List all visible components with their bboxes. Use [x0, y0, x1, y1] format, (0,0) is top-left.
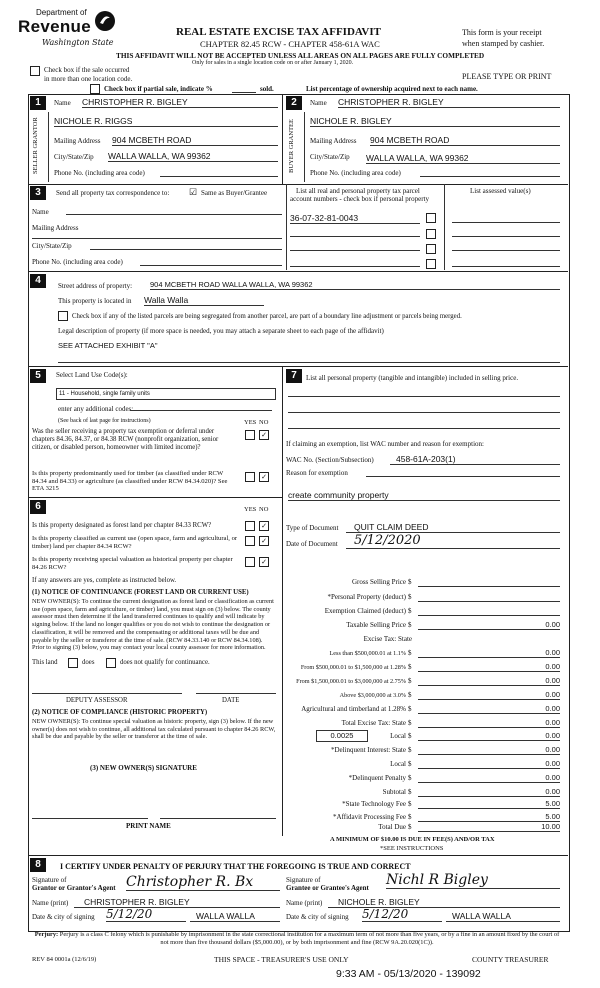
this-land-label: This land	[32, 659, 58, 666]
receipt-note-1: This form is your receipt	[462, 28, 542, 37]
parcel-1-personal-checkbox[interactable]	[426, 213, 436, 223]
send-correspondence-label: Send all property tax correspondence to:	[56, 189, 170, 197]
grantee-sig-label-1: Signature of	[286, 876, 321, 884]
same-as-buyer-checkbox[interactable]: ☑	[189, 187, 198, 197]
form-note: Only for sales in a single location code on or after January 1, 2020.	[192, 60, 354, 66]
print-name-label: PRINT NAME	[126, 822, 171, 830]
grantor-sign-date[interactable]: 5/12/20	[106, 907, 186, 922]
wac-number[interactable]: 458-61A-203(1)	[390, 454, 560, 465]
ownership-pct-note: List percentage of ownership acquired next to each name.	[306, 85, 478, 93]
dollar-sign: $	[408, 746, 412, 754]
tier-3-label: From $1,500,000.01 to $3,000,000 at 2.75%	[296, 678, 406, 685]
dollar-sign: $	[408, 823, 412, 831]
ag-timber-value[interactable]: 0.00	[418, 704, 560, 714]
tier-3-value[interactable]: 0.00	[418, 676, 560, 686]
treasurer-use-label: THIS SPACE - TREASURER'S USE ONLY	[214, 955, 349, 964]
doc-type-label: Type of Document	[286, 524, 339, 532]
dollar-sign: $	[408, 732, 412, 740]
taxable-price-value[interactable]: 0.00	[418, 620, 560, 630]
timber-no-checkbox[interactable]: ✓	[259, 472, 269, 482]
processing-fee-label: *Affidavit Processing Fee	[333, 813, 406, 821]
s3-city-label: City/State/Zip	[32, 242, 72, 250]
parcel-4-personal-checkbox[interactable]	[426, 259, 436, 269]
dollar-sign: $	[408, 774, 412, 782]
street-address-label: Street address of property:	[58, 282, 133, 290]
assessed-value-3[interactable]	[452, 250, 560, 251]
parcel-header-2: account numbers - check box if personal property	[290, 195, 429, 203]
forest-land-question: Is this property designated as forest land per chapter 84.33 RCW?	[32, 522, 212, 529]
seller-mail-label: Mailing Address	[54, 137, 101, 145]
seller-mail[interactable]: 904 MCBETH ROAD	[112, 135, 278, 146]
local-rate-box: 0.0025	[316, 730, 368, 742]
dollar-sign: $	[408, 691, 412, 699]
dor-logo	[14, 8, 124, 50]
s5-yes-header: YES	[244, 419, 257, 426]
personal-deduct-label: *Personal Property (deduct)	[327, 593, 406, 601]
s6-yes-header: YES	[244, 506, 257, 513]
grantee-print-name[interactable]: NICHOLE R. BIGLEY	[328, 897, 560, 908]
dollar-sign: $	[408, 705, 412, 713]
seller-side-label: SELLER GRANTOR	[32, 117, 39, 175]
seller-phone[interactable]	[160, 176, 278, 177]
personal-deduct-field[interactable]	[418, 601, 560, 602]
delinquent-local-value[interactable]: 0.00	[418, 759, 560, 769]
s3-name-label: Name	[32, 208, 49, 216]
doc-date-label: Date of Document	[286, 540, 338, 548]
buyer-name-2[interactable]: NICHOLE R. BIGLEY	[310, 116, 560, 127]
grantee-name-print-label: Name (print)	[286, 899, 323, 907]
notice-2-body: NEW OWNER(S): To continue special valuation as historic property, sign (3) below. If the new owner(s) does not wish to continue, all additional tax calculated pursuant to chapter 84.26 RCW, shall be due and payable by the seller or transferor at the time of sale.	[32, 718, 276, 741]
personal-property-line-2[interactable]	[288, 412, 560, 413]
reason-line-1[interactable]	[366, 476, 560, 477]
exemption-no-checkbox[interactable]: ✓	[259, 430, 269, 440]
section-6-divider	[28, 497, 282, 498]
s3-name-field[interactable]	[66, 214, 282, 215]
dollar-sign: $	[408, 578, 412, 586]
see-instructions-note: *SEE INSTRUCTIONS	[380, 845, 444, 852]
land-use-label: Select Land Use Code(s):	[56, 371, 128, 379]
does-not-label: does not qualify for continuance.	[120, 659, 210, 666]
certify-statement: I CERTIFY UNDER PENALTY OF PERJURY THAT THE FOREGOING IS TRUE AND CORRECT	[60, 862, 411, 871]
seller-side-rule	[48, 112, 49, 182]
total-due-label: Total Due	[378, 823, 406, 831]
doc-type[interactable]: QUIT CLAIM DEED	[346, 522, 560, 533]
same-as-buyer-label: Same as Buyer/Grantee	[201, 189, 268, 197]
receipt-note-2: when stamped by cashier.	[462, 39, 545, 48]
partial-sale-pct-field[interactable]	[232, 92, 256, 93]
logo-dept-name: Revenue	[18, 17, 91, 36]
notice-2-title: (2) NOTICE OF COMPLIANCE (HISTORIC PROPERTY)	[32, 709, 208, 716]
multi-location-checkbox[interactable]	[30, 66, 40, 76]
buyer-name-label: Name	[310, 99, 327, 107]
logo-state: Washington State	[42, 38, 114, 47]
deputy-assessor-date-line[interactable]	[196, 693, 276, 694]
personal-property-line-3[interactable]	[288, 428, 560, 429]
s3-phone-field[interactable]	[140, 265, 282, 266]
section-5-7-divider	[282, 366, 283, 836]
form-warning: THIS AFFIDAVIT WILL NOT BE ACCEPTED UNLESS ALL AREAS ON ALL PAGES ARE FULLY COMPLETED	[116, 51, 485, 60]
buyer-name-1[interactable]: CHRISTOPHER R. BIGLEY	[338, 97, 560, 108]
current-use-question: Is this property classified as current use (open space, farm and agricultural, or timber) land per chapter 84.34 RCW?	[32, 535, 238, 550]
exemption-claim-label: If claiming an exemption, list WAC number and reason for exemption:	[286, 440, 484, 448]
section-4-divider	[28, 271, 568, 272]
deputy-date-label: DATE	[222, 697, 240, 704]
parcel-header-1: List all real and personal property tax parcel	[296, 187, 420, 195]
see-back-note: (See back of last page for instructions)	[58, 418, 151, 424]
partial-sale-checkbox[interactable]	[90, 84, 100, 94]
subtotal-value[interactable]: 0.00	[418, 787, 560, 797]
grantor-date-city-label: Date & city of signing	[32, 913, 95, 921]
located-in[interactable]: Walla Walla	[144, 295, 264, 306]
tier-2-label: From $500,000.01 to $1,500,000 at 1.28%	[300, 664, 406, 671]
historic-no-checkbox[interactable]: ✓	[259, 557, 269, 567]
form-subtitle: CHAPTER 82.45 RCW - CHAPTER 458-61A WAC	[200, 39, 380, 49]
tier-1-value[interactable]: 0.00	[418, 648, 560, 658]
delinquent-penalty-value[interactable]: 0.00	[418, 773, 560, 783]
multi-location-label-1: Check box if the sale occurred	[44, 66, 130, 74]
land-use-select[interactable]: 11 - Household, single family units	[56, 388, 276, 400]
tier-1-label: Less than $500,000.01 at 1.1%	[329, 650, 406, 657]
excise-state-label: Excise Tax: State	[363, 635, 412, 643]
grantor-sig-label-2: Grantor or Grantor's Agent	[32, 884, 116, 892]
buyer-mail[interactable]: 904 MCBETH ROAD	[370, 135, 560, 146]
does-not-qualify-checkbox[interactable]	[106, 658, 116, 668]
ag-timber-label: Agricultural and timberland at 1.28%	[301, 705, 406, 713]
subtotal-label: Subtotal	[382, 788, 406, 796]
local-value[interactable]: 0.00	[418, 731, 560, 741]
perjury-label: Perjury:	[34, 931, 59, 938]
seller-city[interactable]: WALLA WALLA, WA 99362	[108, 151, 278, 162]
timber-question: Is this property predominantly used for timber (as classified under RCW 84.34 and 84.33) or agriculture (as classified under RCW 84.34.020)? See ETA 3215	[32, 470, 228, 492]
section-8-divider	[28, 855, 568, 856]
section-2-badge: 2	[286, 96, 302, 110]
parcel-3-personal-checkbox[interactable]	[426, 244, 436, 254]
legal-description-label: Legal description of property (if more space is needed, you may attach a separate sheet to each page of the affidavit)	[58, 327, 384, 335]
section-5-badge: 5	[30, 369, 46, 383]
section-5-divider	[28, 366, 568, 367]
partial-sale-sold: sold.	[260, 85, 274, 93]
dollar-sign: $	[408, 813, 412, 821]
grantor-signature[interactable]: Christopher R. Bx	[126, 874, 280, 891]
section-row-divider	[28, 184, 568, 185]
segregated-checkbox[interactable]	[58, 311, 68, 321]
street-address[interactable]: 904 MCBETH ROAD WALLA WALLA, WA 99362	[150, 280, 560, 290]
gross-price-label: Gross Selling Price	[351, 578, 406, 586]
section-4-badge: 4	[30, 274, 46, 288]
exemption-deduct-label: Exemption Claimed (deduct)	[324, 607, 406, 615]
any-yes-note: If any answers are yes, complete as instructed below.	[32, 577, 177, 584]
dollar-sign: $	[408, 621, 412, 629]
s6-no-header: NO	[259, 506, 269, 513]
parcel-number-3[interactable]	[290, 250, 420, 251]
tier-4-label: Above $3,000,000 at 3.0%	[339, 692, 406, 699]
total-excise-label: Total Excise Tax: State	[341, 719, 406, 727]
exemption-deduct-field[interactable]	[418, 615, 560, 616]
parcel-2-personal-checkbox[interactable]	[426, 229, 436, 239]
section-7-badge: 7	[286, 369, 302, 383]
s5-no-header: NO	[259, 419, 269, 426]
buyer-city-label: City/State/Zip	[310, 153, 350, 161]
legal-description[interactable]: SEE ATTACHED EXHIBIT "A"	[58, 341, 158, 350]
section-1-2-divider	[282, 94, 283, 184]
assessed-value-4[interactable]	[452, 266, 560, 267]
current-use-yes-checkbox[interactable]	[245, 536, 255, 546]
minimum-due-note: A MINIMUM OF $10.00 IS DUE IN FEE(S) AND/OR TAX	[330, 836, 495, 843]
legal-description-line-2[interactable]	[58, 362, 560, 363]
tier-2-value[interactable]: 0.00	[418, 662, 560, 672]
multi-location-label-2: in more than one location code.	[44, 75, 133, 83]
notice-1-title: (1) NOTICE OF CONTINUANCE (FOREST LAND OR CURRENT USE)	[32, 589, 249, 596]
seller-name-1[interactable]: CHRISTOPHER R. BIGLEY	[82, 97, 278, 108]
buyer-city[interactable]: WALLA WALLA, WA 99362	[366, 153, 560, 164]
dollar-sign: $	[408, 677, 412, 685]
segregated-label: Check box if any of the listed parcels are being segregated from another parcel, are part of a boundary line adjustment or parcels being merged.	[72, 313, 462, 320]
exemption-question: Was the seller receiving a property tax exemption or deferral under chapters 84.36, 84.37, or 84.38 RCW (nonprofit organization, senior citizen, or disabled person, homeowner with limited income)?	[32, 428, 219, 451]
assessed-area-divider	[444, 184, 445, 270]
forest-no-checkbox[interactable]: ✓	[259, 521, 269, 531]
historic-question: Is this property receiving special valuation as historical property per chapter 84.26 RCW?	[32, 556, 233, 571]
does-qualify-checkbox[interactable]	[68, 658, 78, 668]
parcel-area-divider	[286, 184, 287, 270]
dollar-sign: $	[408, 719, 412, 727]
delinquent-local-label: Local	[390, 760, 406, 768]
buyer-mail-label: Mailing Address	[310, 137, 357, 145]
parcel-number-2[interactable]	[290, 236, 420, 237]
perjury-notice	[32, 931, 562, 947]
grantor-sig-label-1: Signature of	[32, 876, 67, 884]
grantee-date-city-label: Date & city of signing	[286, 913, 349, 921]
logo-swirl-icon	[94, 10, 116, 32]
dollar-sign: $	[408, 663, 412, 671]
section-8-badge: 8	[30, 858, 46, 872]
current-use-no-checkbox[interactable]: ✓	[259, 536, 269, 546]
section-3-badge: 3	[30, 186, 46, 200]
seller-phone-label: Phone No. (including area code)	[54, 169, 145, 177]
tech-fee-label: *State Technology Fee	[342, 800, 406, 808]
reason-label: Reason for exemption	[286, 469, 348, 477]
does-label: does	[82, 659, 95, 666]
perjury-text: Perjury is a class C felony which is punishable by imprisonment in the state correctional institution for a maximum term of not more than five years, or by a fine in an amount fixed by the court of not more than five thousand dollars ($5,000.00), or by both imprisonment and fine (RCW 9A.20.020(1C)).	[59, 931, 560, 946]
personal-property-line-1[interactable]	[288, 396, 560, 397]
taxable-price-label: Taxable Selling Price	[346, 621, 406, 629]
local-label: Local	[390, 732, 406, 740]
grantor-name-print-label: Name (print)	[32, 899, 69, 907]
located-in-label: This property is located in	[58, 297, 132, 305]
grantee-sig-label-2: Grantee or Grantee's Agent	[286, 884, 369, 892]
new-owner-sig-title: (3) NEW OWNER(S) SIGNATURE	[90, 764, 197, 772]
tier-4-value[interactable]: 0.00	[418, 690, 560, 700]
buyer-phone-label: Phone No. (including area code)	[310, 169, 401, 177]
personal-property-label: List all personal property (tangible and intangible) included in selling price.	[306, 374, 519, 382]
grantor-sign-city[interactable]: WALLA WALLA	[190, 911, 280, 922]
seller-name-2[interactable]: NICHOLE R. RIGGS	[54, 116, 278, 127]
total-due-value[interactable]: 10.00	[418, 822, 560, 832]
logo-dept-line: Department of	[36, 8, 87, 17]
assessed-value-2[interactable]	[452, 236, 560, 237]
grantee-sign-city[interactable]: WALLA WALLA	[446, 911, 560, 922]
deputy-assessor-label: DEPUTY ASSESSOR	[66, 697, 128, 704]
rev-number: REV 84 0001a (12/6/19)	[32, 956, 97, 963]
county-treasurer-label: COUNTY TREASURER	[472, 955, 549, 964]
timber-yes-checkbox[interactable]	[245, 472, 255, 482]
s3-phone-label: Phone No. (including area code)	[32, 258, 123, 266]
s3-mail-field[interactable]	[32, 238, 282, 239]
section-1-badge: 1	[30, 96, 46, 110]
grantee-sign-date[interactable]: 5/12/20	[362, 907, 442, 922]
s3-mail-label: Mailing Address	[32, 224, 79, 232]
grantor-print-name[interactable]: CHRISTOPHER R. BIGLEY	[74, 897, 280, 908]
additional-codes-label: enter any additional codes:	[58, 405, 134, 413]
dollar-sign: $	[408, 800, 412, 808]
buyer-phone[interactable]	[420, 176, 560, 177]
delinquent-interest-label: *Delinquent Interest: State	[330, 746, 406, 754]
treasurer-stamp: 9:33 AM - 05/13/2020 - 139092	[336, 968, 481, 980]
parcel-number-4[interactable]	[290, 266, 420, 267]
dollar-sign: $	[408, 760, 412, 768]
delinquent-interest-value[interactable]: 0.00	[418, 745, 560, 755]
historic-yes-checkbox[interactable]	[245, 557, 255, 567]
additional-codes-field[interactable]	[130, 410, 272, 411]
seller-name-label: Name	[54, 99, 71, 107]
section-6-badge: 6	[30, 500, 46, 514]
dollar-sign: $	[408, 593, 412, 601]
partial-sale-label: Check box if partial sale, indicate %	[104, 85, 213, 93]
buyer-side-label: BUYER GRANTEE	[288, 119, 295, 173]
grantee-signature[interactable]: Nichl R Bigley	[386, 872, 560, 889]
tech-fee-value[interactable]: 5.00	[418, 799, 560, 809]
delinquent-penalty-label: *Delinquent Penalty	[348, 774, 406, 782]
seller-city-label: City/State/Zip	[54, 153, 94, 161]
dollar-sign: $	[408, 607, 412, 615]
exemption-yes-checkbox[interactable]	[245, 430, 255, 440]
print-note: PLEASE TYPE OR PRINT	[462, 72, 552, 81]
assessed-value-1[interactable]	[452, 222, 560, 223]
forest-yes-checkbox[interactable]	[245, 521, 255, 531]
new-owner-sig-line-2[interactable]	[160, 818, 276, 819]
notice-1-body: NEW OWNER(S): To continue the current designation as forest land or classification as current use (open space, farm and agriculture, or timber) land, you must sign on (3) below. The county assessor must then determine if the land transferred continues to qualify and will indicate by signing below. If the land no longer qualifies or you do not wish to continue the designation or classification, it will be removed and the compensating or additional taxes will be due and payable by the seller or transferor at the time of sale. (RCW 84.33.140 or RCW 84.34.108). Prior to signing (3) below, you may contact your local county assessor for more information.	[32, 598, 274, 652]
buyer-side-rule	[304, 112, 305, 182]
dollar-sign: $	[408, 788, 412, 796]
reason-text[interactable]: create community property	[288, 490, 560, 501]
parcel-number-1[interactable]: 36-07-32-81-0043	[290, 213, 420, 224]
doc-date[interactable]: 5/12/2020	[346, 533, 560, 549]
wac-label: WAC No. (Section/Subsection)	[286, 456, 374, 464]
assessed-header: List assessed value(s)	[470, 187, 531, 195]
form-title: REAL ESTATE EXCISE TAX AFFIDAVIT	[176, 26, 381, 38]
gross-price-field[interactable]	[418, 586, 560, 587]
deputy-assessor-sig-line[interactable]	[32, 693, 182, 694]
dollar-sign: $	[408, 649, 412, 657]
processing-fee-value[interactable]: 5.00	[418, 812, 560, 822]
s3-city-field[interactable]	[90, 249, 282, 250]
total-excise-value[interactable]: 0.00	[418, 718, 560, 728]
new-owner-sig-line-1[interactable]	[32, 818, 148, 819]
